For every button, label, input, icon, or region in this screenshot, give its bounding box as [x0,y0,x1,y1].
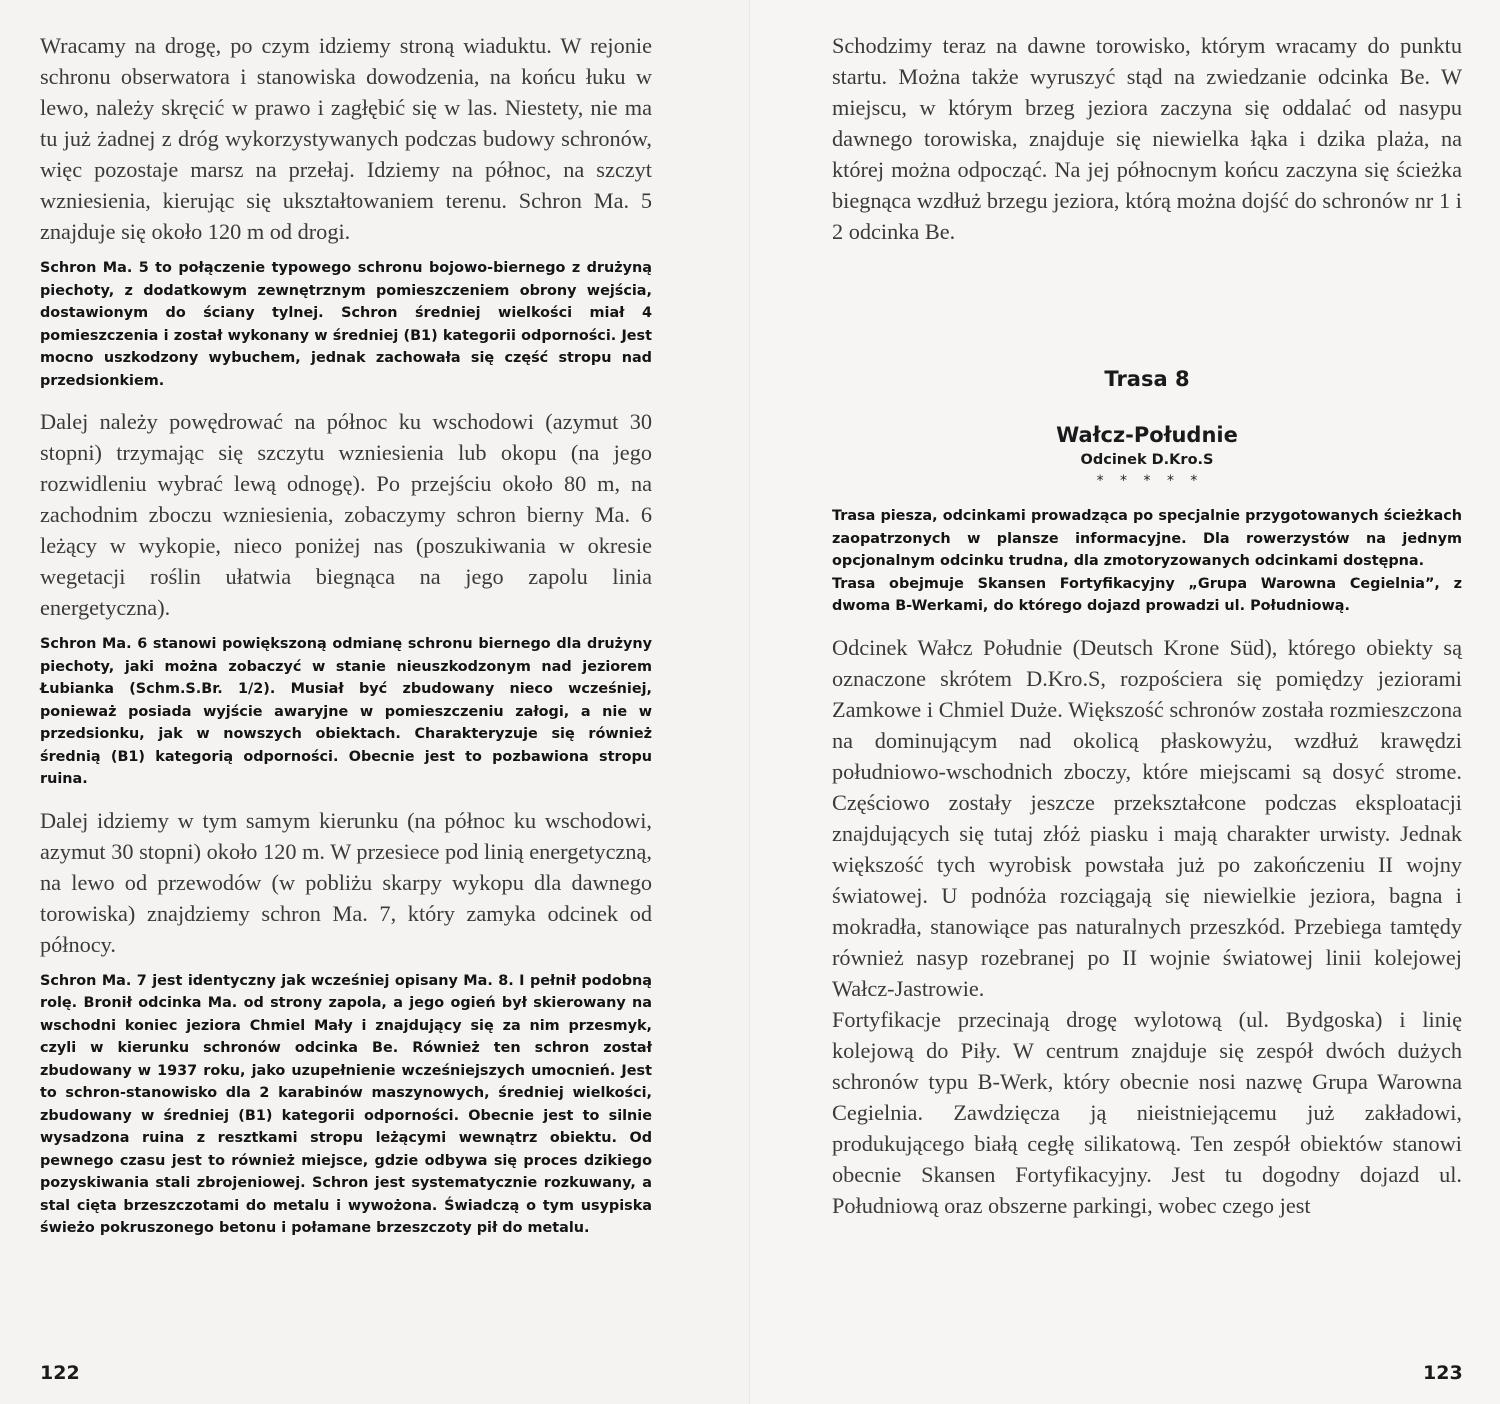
left-sidebar-note-1: Schron Ma. 5 to połączenie typowego schronu bojowo-biernego z drużyną piechoty, z dodatkowym zewnętrznym pomieszczeniem obrony wejścia, dostawionym do ściany tylnej. Schron średniej wielkości miał 4 pomieszczenia i został wykonany w średniej (B1) kategorii odporności. Jest mocno uszkodzony wybuchem, jednak zachowała się część stropu nad przedsionkiem. [40,260,652,389]
left-sidebar-note-3: Schron Ma. 7 jest identyczny jak wcześniej opisany Ma. 8. I pełnił podobną rolę. Bronił odcinka Ma. od strony zapola, a jego ogień był skierowany na wschodni koniec jeziora Chmiel Mały i znajdujący się za nim przesmyk, czyli w kierunku schronów odcinka Be. Również ten schron został zbudowany w 1937 roku, jako uzupełnienie wcześniejszych umocnień. Jest to schron-stanowisko dla 2 karabinów maszynowych, średniej wielkości, zbudowany w średniej (B1) kategorii odporności. Obecnie jest to silnie wysadzona ruina z resztkami stropu leżącymi wewnątrz obiektu. Od pewnego czasu jest to również miejsce, gdzie odbywa się proces dzikiego pozyskiwania stali zbrojeniowej. Schron jest systematycznie rozkuwany, a stal cięta brzeszczotami do metalu i wywożona. Świadczą o tym usypiska świeżo pokruszonego betonu i połamane brzeszczoty pił do metalu. [40,972,652,1236]
right-page [750,0,1500,1404]
page-number-left: 122 [40,1362,80,1384]
route-info-2: Trasa obejmuje Skansen Fortyfikacyjny „Grupa Warowna Cegielnia”, z dwoma B-Werkami, do którego dojazd prowadzi ul. Południową. [832,575,1462,614]
route-section: Odcinek D.Kro.S [1080,452,1214,468]
left-sidebar-note-2: Schron Ma. 6 stanowi powiększoną odmianę schronu biernego dla drużyny piechoty, jaki można zobaczyć w stanie nieuszkodzonym nad jeziorem Łubianka (Schm.S.Br. 1/2). Musiał być zbudowany nieco wcześniej, ponieważ posiada wyjście awaryjne w pomieszczeniu załogi, a nie w przedsionku, jak w nowszych obiektach. Charakteryzuje się również średnią (B1) kategorią odporności. Obecnie jest to pozbawiona stropu ruina. [40,636,652,787]
route-rating-stars: * * * * * [1096,473,1204,489]
route-title: Trasa 8 [1104,367,1190,391]
right-intro-paragraph: Schodzimy teraz na dawne torowisko, którym wracamy do punktu startu. Można także wyruszyć stąd na zwiedzanie odcinka Be. W miejscu, w którym brzeg jeziora zaczyna się oddalać od nasypu dawnego torowiska, znajduje się niewielka łąka i dzika plaża, na której można odpocząć. Na jej północnym końcu zaczyna się ścieżka biegnąca wzdłuż brzegu jeziora, którą można dojść do schronów nr 1 i 2 odcinka Be. [832,33,1462,244]
right-body-paragraph-2: Fortyfikacje przecinają drogę wylotową (ul. Bydgoska) i linię kolejową do Piły. W centrum znajduje się zespół dwóch dużych schronów typu B-Werk, który obecnie nosi nazwę Grupa Warowna Cegielnia. Zawdzięcza ją nieistniejącemu już zakładowi, produkującego białą cegłę silikatową. Ten zespół obiektów stanowi obecnie Skansen Fortyfikacyjny. Jest tu dogodny dojazd ul. Południową oraz obszerne parkingi, wobec czego jest [832,1006,1462,1218]
right-page-text [832,30,1462,1221]
left-paragraph-2: Dalej należy powędrować na północ ku wschodowi (azymut 30 stopni) trzymając się szczytu wzniesienia lub okopu (na jego rozwidleniu wybrać lewą odnogę). Po przejściu około 80 m, na zachodnim zboczu wzniesienia, zobaczymy schron bierny Ma. 6 leżący w wykopie, nieco poniżej nas (poszukiwania w okresie wegetacji roślin ułatwia biegnąca na jego zapolu linia energetyczna). [40,409,652,620]
page-number-right: 123 [1423,1362,1463,1384]
route-name: Wałcz-Południe [1056,423,1238,447]
left-page-text [40,30,652,1240]
left-paragraph-1: Wracamy na drogę, po czym idziemy stroną wiaduktu. W rejonie schronu obserwatora i stanowiska dowodzenia, na końcu łuku w lewo, należy skręcić w prawo i zagłębić się w las. Niestety, nie ma tu już żadnej z dróg wykorzystywanych podczas budowy schronów, więc pozostaje marsz na przełaj. Idziemy na północ, na szczyt wzniesienia, kierując się ukształtowaniem terenu. Schron Ma. 5 znajduje się około 120 m od drogi. [40,33,652,244]
route-info-1: Trasa piesza, odcinkami prowadząca po specjalnie przygotowanych ścieżkach zaopatrzonych w plansze informacyjne. Dla rowerzystów na jednym opcjonalnym odcinku trudna, dla zmotoryzowanych odcinkami dostępna. [832,508,1462,569]
right-body-paragraph-1: Odcinek Wałcz Południe (Deutsch Krone Süd), którego obiekty są oznaczone skrótem D.Kro.S, rozpościera się pomiędzy jeziorami Zamkowe i Chmiel Duże. Większość schronów została rozmieszczona na dominującym nad okolicą płaskowyżu, wzdłuż krawędzi południowo-wschodnich zboczy, które miejscami są dosyć strome. Częściowo zostały jeszcze przekształcone podczas eksploatacji znajdujących się tutaj złóż piasku i mają charakter urwisty. Jednak większość tych wyrobisk powstała już po zakończeniu II wojny światowej. U podnóża rozciągają się niewielkie jeziora, bagna i mokradła, stanowiące pas naturalnych przeszkód. Przebiega tamtędy również nasyp rozebranej po II wojnie światowej linii kolejowej Wałcz-Jastrowie. [832,634,1462,1001]
left-paragraph-3: Dalej idziemy w tym samym kierunku (na północ ku wschodowi, azymut 30 stopni) około 120 m. W przesiece pod linią energetyczną, na lewo od przewodów (w pobliżu skarpy wykopu dla dawnego torowiska) znajdziemy schron Ma. 7, który zamyka odcinek od północy. [40,807,652,957]
